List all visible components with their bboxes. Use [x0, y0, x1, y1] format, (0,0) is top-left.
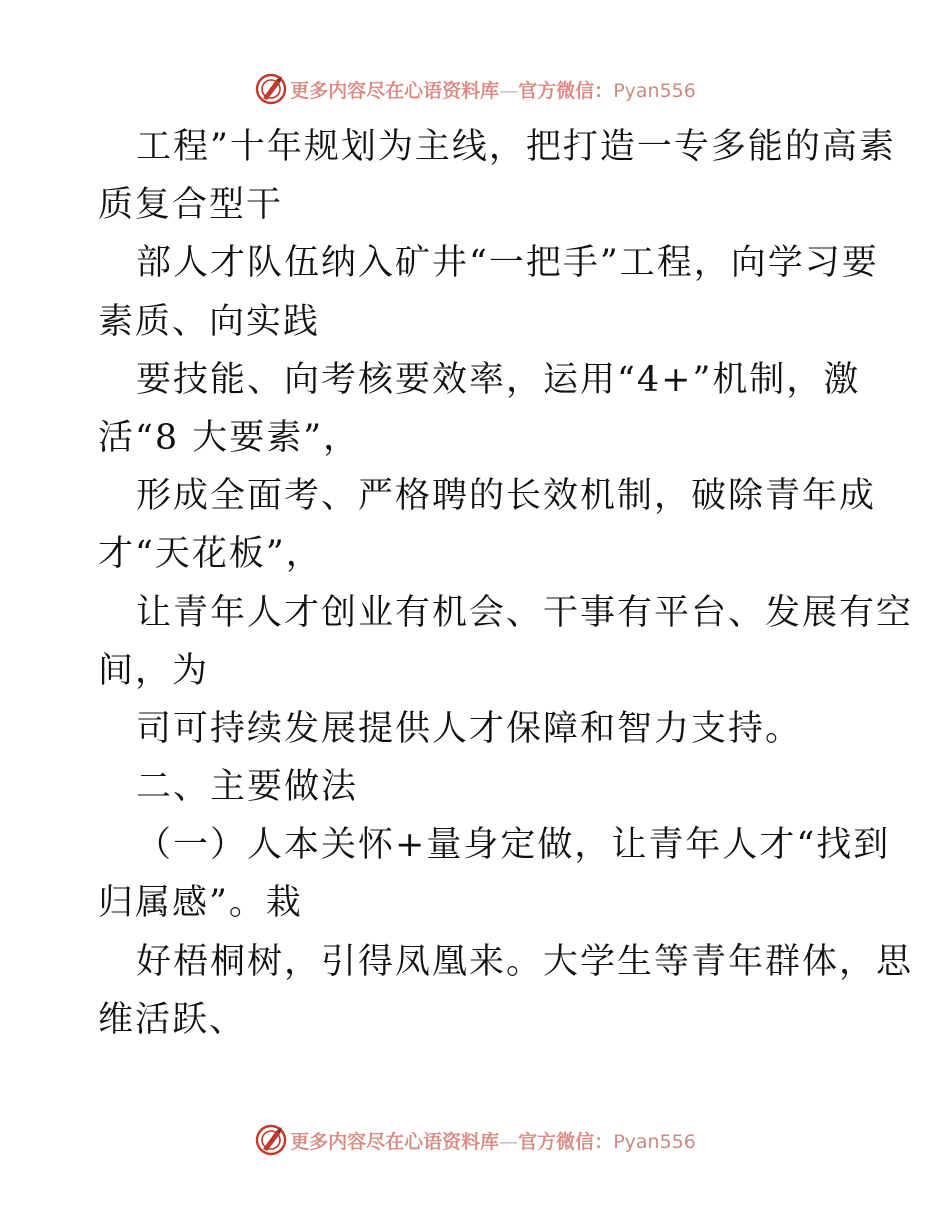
- document-body: [98, 118, 914, 1049]
- paragraph-line: 形成全面考、严格聘的长效机制，破除青年成: [136, 476, 877, 517]
- subsection-heading: （一）人本关怀+量身定做，让青年人才“找到: [136, 825, 891, 866]
- paragraph-line: 好梧桐树，引得凤凰来。大学生等青年群体，思: [136, 941, 914, 982]
- paragraph-line: 才“天花板”，: [98, 534, 323, 575]
- section-heading: 二、主要做法: [136, 767, 359, 808]
- paragraph-line: 归属感”。栽: [98, 883, 303, 924]
- quill-logo-icon: [254, 72, 288, 106]
- footer-watermark: [0, 1123, 950, 1157]
- paragraph-line: 素质、向实践: [98, 301, 321, 342]
- quill-logo-icon: [254, 1123, 288, 1157]
- paragraph-line: 让青年人才创业有机会、干事有平台、发展有空: [136, 592, 914, 633]
- paragraph-line: 要技能、向考核要效率，运用“4+”机制，激: [136, 359, 861, 400]
- paragraph-line: 活“8 大要素”，: [98, 417, 361, 458]
- paragraph-line: 司可持续发展提供人才保障和智力支持。: [136, 708, 803, 749]
- header-watermark: [0, 72, 950, 106]
- paragraph-line: 部人才队伍纳入矿井“一把手”工程，向学习要: [136, 243, 879, 284]
- paragraph-line: 维活跃、: [98, 999, 247, 1040]
- watermark-text: 更多内容尽在心语资料库—官方微信：Pyan556: [290, 1130, 696, 1153]
- paragraph-line: 质复合型干: [98, 185, 284, 226]
- paragraph-line: 间，为: [98, 650, 210, 691]
- paragraph-line: 工程”十年规划为主线，把打造一专多能的高素: [136, 127, 896, 167]
- watermark-text: 更多内容尽在心语资料库—官方微信：Pyan556: [290, 79, 696, 102]
